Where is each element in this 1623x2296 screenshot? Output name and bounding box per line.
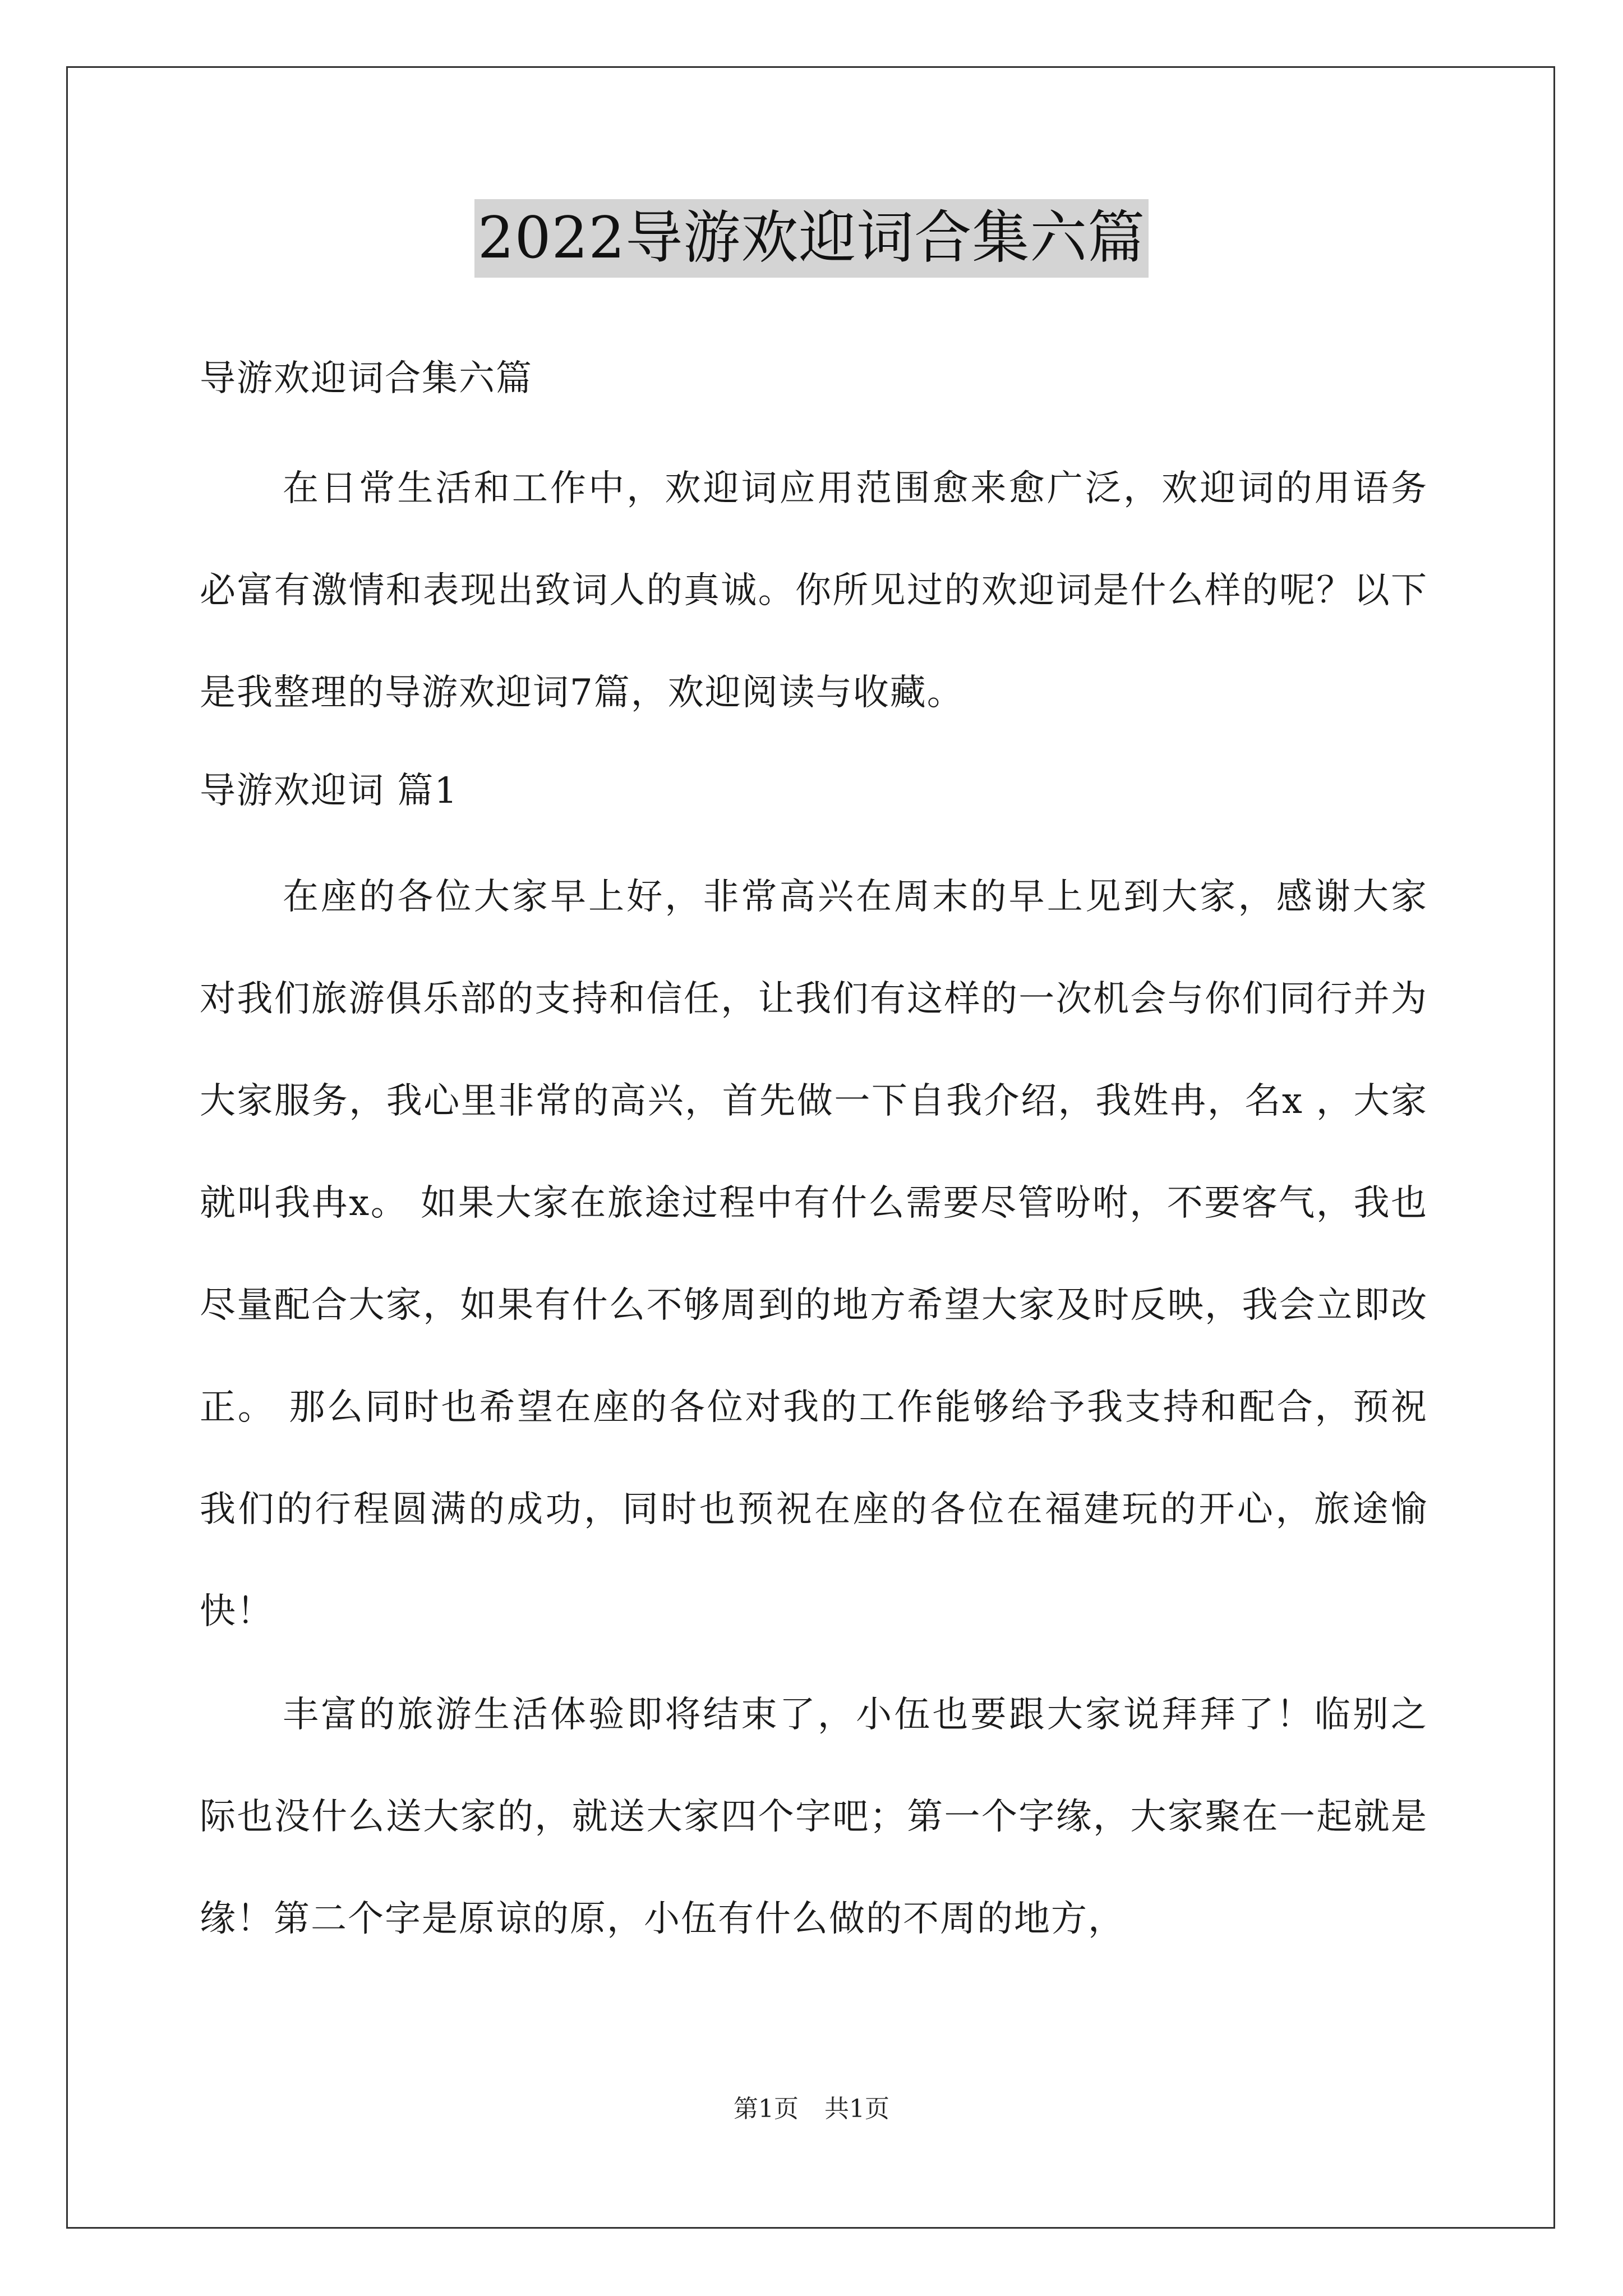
document-title: 2022导游欢迎词合集六篇 bbox=[474, 199, 1149, 278]
paragraph-2: 丰富的旅游生活体验即将结束了，小伍也要跟大家说拜拜了！临别之际也没什么送大家的，就送大家四个字吧；第一个字缘，大家聚在一起就是缘！第二个字是原谅的原，小伍有什么做的不周的地方， bbox=[200, 1694, 1428, 1940]
document-subtitle: 导游欢迎词合集六篇 bbox=[200, 358, 533, 399]
paragraph-1: 在座的各位大家早上好，非常高兴在周末的早上见到大家，感谢大家对我们旅游俱乐部的支持和信任，让我们有这样的一次机会与你们同行并为大家服务，我心里非常的高兴，首先做一下自我介绍，我姓冉，名x ，大家就叫我冉x。 如果大家在旅途过程中有什么需要尽管吩咐，不要客气，我也尽量配合大家，如果有什么不够周到的地方希望大家及时反映，我会立即改正。 那么同时也希望在座的各位对我的工作能够给予我支持和配合，预祝我们的行程圆满的成功，同时也预祝在座的各位在福建玩的开心，旅途愉快！ bbox=[200, 876, 1428, 1632]
intro-paragraph: 在日常生活和工作中，欢迎词应用范围愈来愈广泛，欢迎词的用语务必富有激情和表现出致词人的真诚。你所见过的欢迎词是什么样的呢？以下是我整理的导游欢迎词7篇，欢迎阅读与收藏。 bbox=[200, 468, 1428, 714]
title-container bbox=[0, 199, 1623, 278]
page-number: 第1页 bbox=[734, 2095, 799, 2123]
page-footer bbox=[0, 2092, 1623, 2126]
page-total: 共1页 bbox=[824, 2095, 889, 2123]
section-heading: 导游欢迎词 篇1 bbox=[200, 770, 459, 812]
